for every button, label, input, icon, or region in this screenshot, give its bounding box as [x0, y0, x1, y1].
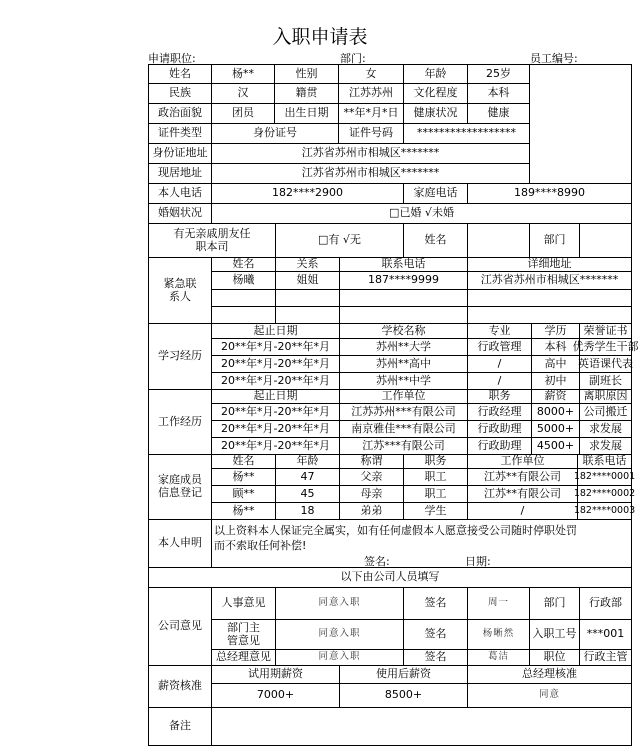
home-phone-label: 家庭电话	[404, 184, 468, 204]
emergency-empty-cell	[340, 307, 468, 324]
relative-name-value	[468, 224, 530, 258]
family-company: 江苏**有限公司	[468, 486, 578, 503]
name-label: 姓名	[148, 64, 212, 84]
id-number-label: 证件号码	[339, 124, 404, 144]
ethnic-label: 民族	[148, 84, 212, 104]
employee-number-label: 员工编号:	[530, 52, 578, 65]
company-dept-value: 行政部	[580, 588, 632, 620]
education-school: 苏州**大学	[340, 339, 468, 356]
basic-row-3	[148, 104, 632, 124]
work-title: 行政经理	[468, 404, 532, 421]
education-col-dates: 起止日期	[212, 324, 340, 339]
emergency-phone: 187****9999	[340, 272, 468, 290]
education-major: /	[468, 373, 532, 390]
home-phone-value: 189****8990	[468, 184, 632, 204]
education-dates: 20**年*月-20**年*月	[212, 356, 340, 373]
education-school: 苏州**中学	[340, 373, 468, 390]
gm-signature: 葛洁	[468, 650, 530, 666]
family-age: 45	[276, 486, 340, 503]
declaration-text-line2: 而不索取任何补偿!	[214, 539, 307, 552]
relative-value: □有 √无	[276, 224, 404, 258]
remarks-row	[148, 708, 632, 746]
education-major: /	[468, 356, 532, 373]
table-row	[148, 373, 632, 390]
native-label: 籍贯	[275, 84, 339, 104]
work-salary: 4500+	[532, 438, 580, 455]
work-col-company: 工作单位	[340, 390, 468, 404]
apply-position-label: 申请职位:	[148, 52, 196, 65]
family-relation: 父亲	[340, 469, 404, 486]
health-label: 健康状况	[404, 104, 468, 124]
family-phone: 182****0001	[578, 469, 632, 486]
declaration-text-line1: 以上资料本人保证完全属实，如有任何虚假本人愿意接受公司随时停职处罚	[214, 524, 577, 537]
after-salary-label: 使用后薪资	[340, 666, 468, 684]
work-dates: 20**年*月-20**年*月	[212, 421, 340, 438]
emergency-empty-cell	[212, 290, 276, 307]
family-col-age: 年龄	[276, 455, 340, 469]
table-row	[148, 469, 636, 486]
salary-header	[148, 666, 632, 684]
form-title: 入职申请表	[272, 26, 368, 48]
manager-signature: 杨晰然	[468, 620, 530, 650]
id-number-value: ******************	[404, 124, 530, 144]
job-title-value: 行政主管	[580, 650, 632, 666]
family-col-relation: 称谓	[340, 455, 404, 469]
basic-row-1	[148, 64, 632, 84]
work-company: 江苏苏州***有限公司	[340, 404, 468, 421]
relative-row	[148, 224, 632, 258]
remarks-label: 备注	[148, 708, 212, 746]
native-value: 江苏苏州	[339, 84, 404, 104]
entry-number-label: 入职工号	[530, 620, 580, 650]
table-row	[148, 339, 639, 356]
education-degree: 高中	[532, 356, 580, 373]
work-reason: 求发展	[580, 438, 632, 455]
emergency-empty-cell	[468, 290, 632, 307]
work-dates: 20**年*月-20**年*月	[212, 438, 340, 455]
emergency-empty-cell	[276, 307, 340, 324]
hr-opinion-label: 人事意见	[212, 588, 276, 620]
id-address-label: 身份证地址	[148, 144, 212, 164]
emergency-address: 江苏省苏州市相城区*******	[468, 272, 632, 290]
gm-opinion-label: 总经理意见	[212, 650, 276, 666]
education-level-value: 本科	[468, 84, 530, 104]
declaration-label: 本人申明	[148, 520, 212, 568]
education-col-school: 学校名称	[340, 324, 468, 339]
gm-approval-value: 同意	[468, 684, 632, 708]
emergency-col-phone: 联系电话	[340, 258, 468, 272]
id-type-value: 身份证号	[212, 124, 339, 144]
basic-row-5	[148, 144, 632, 164]
work-col-salary: 薪资	[532, 390, 580, 404]
education-school: 苏州**高中	[340, 356, 468, 373]
education-major: 行政管理	[468, 339, 532, 356]
age-label: 年龄	[404, 64, 468, 84]
emergency-name: 杨曦	[212, 272, 276, 290]
family-col-phone: 联系电话	[578, 455, 632, 469]
emergency-empty-cell	[276, 290, 340, 307]
gender-label: 性别	[275, 64, 339, 84]
salary-label: 薪资核准	[148, 666, 212, 708]
company-opinion-label: 公司意见	[148, 588, 212, 666]
work-salary: 5000+	[532, 421, 580, 438]
declaration-date-label: 日期:	[465, 555, 491, 568]
family-age: 47	[276, 469, 340, 486]
department-label: 部门:	[340, 52, 366, 65]
family-col-title: 职务	[404, 455, 468, 469]
education-col-major: 专业	[468, 324, 532, 339]
current-address-value: 江苏省苏州市相城区*******	[212, 164, 530, 184]
company-section-header	[148, 568, 632, 588]
relative-dept-value	[580, 224, 632, 258]
hr-sign-label: 签名	[404, 588, 468, 620]
family-label: 家庭成员信息登记	[148, 455, 212, 520]
emergency-empty-cell	[212, 307, 276, 324]
probation-salary-value: 7000+	[212, 684, 340, 708]
work-title: 行政助理	[468, 421, 532, 438]
relative-name-label: 姓名	[404, 224, 468, 258]
phone-value: 182****2900	[212, 184, 404, 204]
ethnic-value: 汉	[212, 84, 275, 104]
family-phone: 182****0003	[578, 503, 632, 520]
work-col-dates: 起止日期	[212, 390, 340, 404]
family-company: 江苏**有限公司	[468, 469, 578, 486]
table-row	[148, 503, 636, 520]
education-degree: 本科	[532, 339, 580, 356]
work-title: 行政助理	[468, 438, 532, 455]
emergency-label: 紧急联系人	[148, 258, 212, 324]
family-phone: 182****0002	[578, 486, 632, 503]
entry-number-value: ***001	[580, 620, 632, 650]
hr-opinion-value: 同意入职	[276, 588, 404, 620]
table-row	[148, 421, 632, 438]
gm-opinion-value: 同意入职	[276, 650, 404, 666]
family-header	[148, 455, 632, 469]
political-label: 政治面貌	[148, 104, 212, 124]
family-age: 18	[276, 503, 340, 520]
birth-label: 出生日期	[275, 104, 339, 124]
work-header	[148, 390, 632, 404]
family-col-company: 工作单位	[468, 455, 578, 469]
family-name: 杨**	[212, 503, 276, 520]
emergency-col-relation: 关系	[276, 258, 340, 272]
education-header	[148, 324, 632, 339]
manager-opinion-label: 部门主管意见	[212, 620, 276, 650]
emergency-empty-cell	[340, 290, 468, 307]
family-title: 学生	[404, 503, 468, 520]
education-label: 学习经历	[148, 324, 212, 390]
table-row	[148, 404, 632, 421]
gm-approval-label: 总经理核准	[468, 666, 632, 684]
table-row	[148, 290, 632, 307]
table-row	[148, 307, 632, 324]
work-reason: 公司搬迁	[580, 404, 632, 421]
basic-row-8	[148, 204, 632, 224]
work-col-title: 职务	[468, 390, 532, 404]
education-dates: 20**年*月-20**年*月	[212, 339, 340, 356]
gm-opinion-row	[148, 650, 632, 666]
emergency-header	[148, 258, 632, 272]
emergency-empty-cell	[468, 307, 632, 324]
education-level-label: 文化程度	[404, 84, 468, 104]
hr-opinion-row	[148, 588, 632, 620]
relative-label: 有无亲戚朋友任职本司	[148, 224, 276, 258]
work-col-reason: 离职原因	[580, 390, 632, 404]
basic-row-7	[148, 184, 632, 204]
probation-salary-label: 试用期薪资	[212, 666, 340, 684]
emergency-col-name: 姓名	[212, 258, 276, 272]
education-degree: 初中	[532, 373, 580, 390]
hr-signature: 周一	[468, 588, 530, 620]
family-title: 职工	[404, 469, 468, 486]
education-honor: 英语课代表	[580, 356, 632, 373]
education-dates: 20**年*月-20**年*月	[212, 373, 340, 390]
family-name: 顾**	[212, 486, 276, 503]
name-value: 杨**	[212, 64, 275, 84]
work-salary: 8000+	[532, 404, 580, 421]
after-salary-value: 8500+	[340, 684, 468, 708]
job-title-label: 职位	[530, 650, 580, 666]
birth-value: **年*月*日	[339, 104, 404, 124]
manager-sign-label: 签名	[404, 620, 468, 650]
education-honor: 副班长	[580, 373, 632, 390]
work-company: 江苏***有限公司	[340, 438, 468, 455]
age-value: 25岁	[468, 64, 530, 84]
id-address-value: 江苏省苏州市相城区*******	[212, 144, 530, 164]
gender-value: 女	[339, 64, 404, 84]
family-relation: 弟弟	[340, 503, 404, 520]
work-reason: 求发展	[580, 421, 632, 438]
company-dept-label: 部门	[530, 588, 580, 620]
basic-row-2	[148, 84, 632, 104]
basic-row-4	[148, 124, 632, 144]
education-col-honor: 荣誉证书	[580, 324, 632, 339]
id-type-label: 证件类型	[148, 124, 212, 144]
work-dates: 20**年*月-20**年*月	[212, 404, 340, 421]
emergency-col-address: 详细地址	[468, 258, 632, 272]
family-company: /	[468, 503, 578, 520]
remarks-value	[212, 708, 632, 746]
family-title: 职工	[404, 486, 468, 503]
basic-row-6	[148, 164, 632, 184]
gm-sign-label: 签名	[404, 650, 468, 666]
declaration-sign-label: 签名:	[364, 555, 390, 568]
marital-value: □已婚 √未婚	[212, 204, 632, 224]
marital-label: 婚姻状况	[148, 204, 212, 224]
family-relation: 母亲	[340, 486, 404, 503]
education-honor: 优秀学生干部	[580, 339, 632, 356]
manager-opinion-value: 同意入职	[276, 620, 404, 650]
phone-label: 本人电话	[148, 184, 212, 204]
table-row	[148, 272, 632, 290]
emergency-relation: 姐姐	[276, 272, 340, 290]
current-address-label: 现居地址	[148, 164, 212, 184]
work-company: 南京雅佳***有限公司	[340, 421, 468, 438]
family-name: 杨**	[212, 469, 276, 486]
education-col-degree: 学历	[532, 324, 580, 339]
political-value: 团员	[212, 104, 275, 124]
table-row	[148, 356, 632, 373]
manager-opinion-row	[148, 620, 632, 650]
relative-dept-label: 部门	[530, 224, 580, 258]
table-row	[148, 486, 636, 503]
company-section-title: 以下由公司人员填写	[148, 568, 632, 588]
family-col-name: 姓名	[212, 455, 276, 469]
work-label: 工作经历	[148, 390, 212, 455]
health-value: 健康	[468, 104, 530, 124]
table-row	[148, 438, 632, 455]
salary-values	[148, 684, 632, 708]
